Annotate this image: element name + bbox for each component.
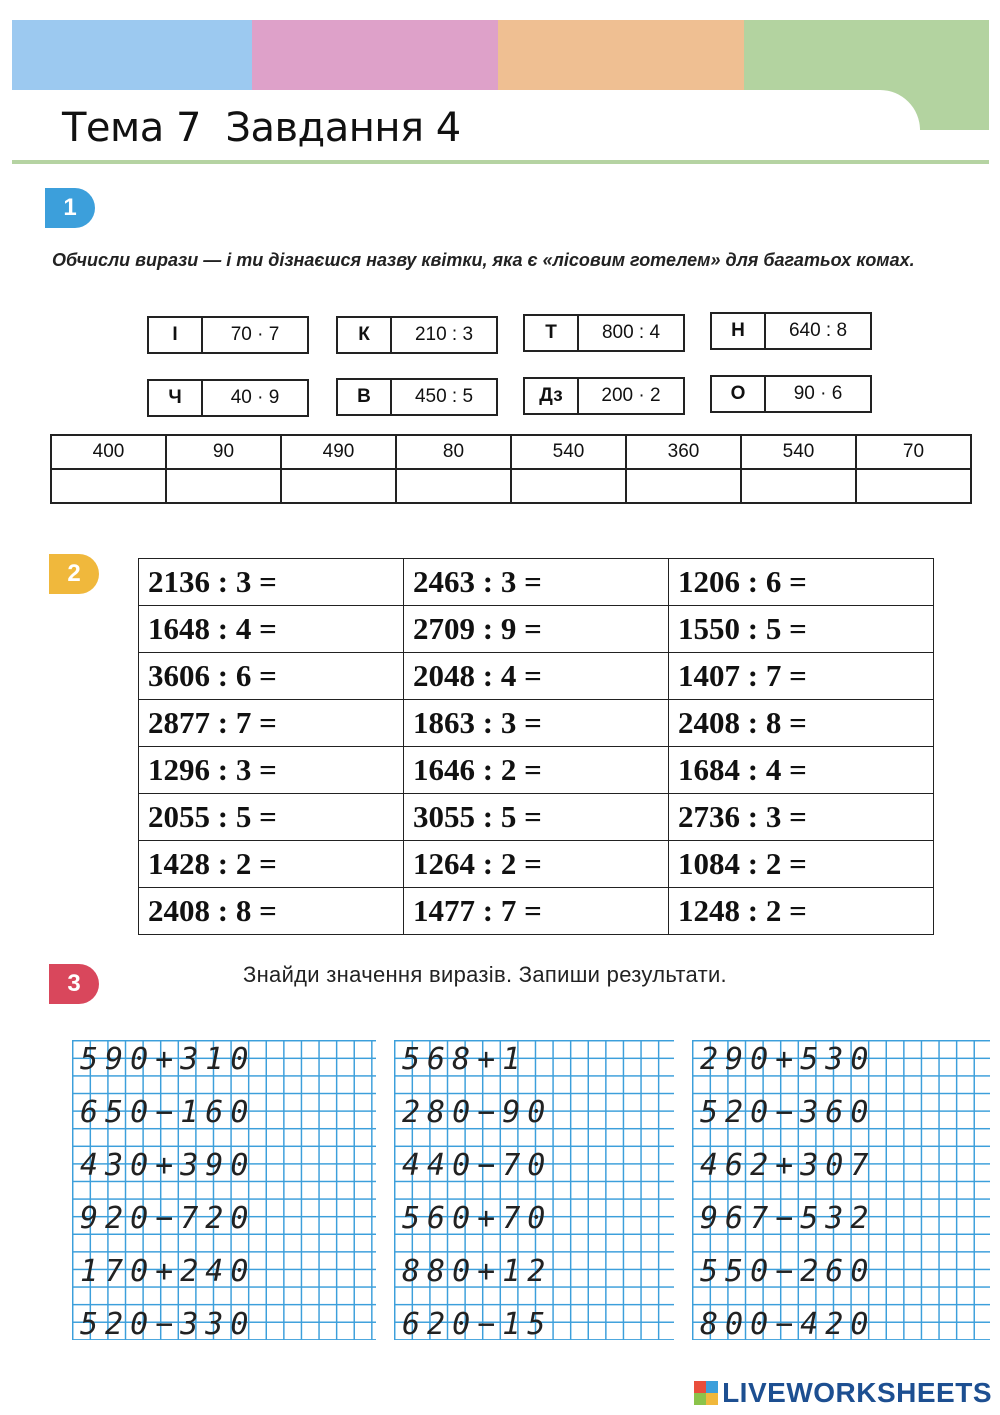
answer-value: 540 [511,435,626,469]
pair-letter: Дз [525,379,579,413]
table-row [139,653,934,700]
letter-pair [336,316,498,354]
answer-input-cell[interactable] [511,469,626,503]
answer-input-cell[interactable] [166,469,281,503]
answer-input-cell[interactable] [626,469,741,503]
answer-value: 90 [166,435,281,469]
division-cell[interactable]: 1428 : 2 = [139,841,404,888]
division-cell[interactable]: 2048 : 4 = [404,653,669,700]
answer-value: 70 [856,435,971,469]
handwritten-expression[interactable]: 280−90 [402,1095,553,1130]
division-cell[interactable]: 3606 : 6 = [139,653,404,700]
division-cell[interactable]: 1684 : 4 = [669,747,934,794]
letter-pair [336,378,498,416]
handwritten-expression[interactable]: 967−532 [700,1201,876,1236]
pair-expression: 450 : 5 [414,386,474,407]
answer-value: 80 [396,435,511,469]
answer-input-cell[interactable] [396,469,511,503]
table-row [139,747,934,794]
task-2-badge: 2 [49,554,99,594]
task-3-instruction: Знайди значення виразів. Запиши результати. [243,962,727,987]
handwritten-expression[interactable]: 462+307 [700,1148,876,1183]
division-cell[interactable]: 2055 : 5 = [139,794,404,841]
letter-pair [147,316,309,354]
pair-expression: 70 · 7 [230,324,280,345]
task-3-badge: 3 [49,964,99,1004]
division-cell[interactable]: 1296 : 3 = [139,747,404,794]
header-band-blue [12,20,252,90]
table-row [139,888,934,935]
division-cell[interactable]: 1648 : 4 = [139,606,404,653]
graph-paper-middle [394,1040,674,1340]
pair-expression: 40 · 9 [230,387,280,408]
division-cell[interactable]: 1407 : 7 = [669,653,934,700]
handwritten-expression[interactable]: 520−360 [700,1095,876,1130]
page-title: Тема 7 Завдання 4 [62,105,461,151]
letter-pair [710,312,872,350]
division-cell[interactable]: 2408 : 8 = [139,888,404,935]
handwritten-expression[interactable]: 440−70 [402,1148,553,1183]
handwritten-expression[interactable]: 520−330 [80,1307,256,1342]
answer-letters-row [51,469,971,503]
table-row [139,606,934,653]
pair-expression: 210 : 3 [414,324,474,345]
header-band-orange [498,20,744,90]
handwritten-expression[interactable]: 430+390 [80,1148,256,1183]
answer-value: 490 [281,435,396,469]
answer-input-cell[interactable] [856,469,971,503]
division-cell[interactable]: 1084 : 2 = [669,841,934,888]
pair-expression: 640 : 8 [788,320,848,341]
handwritten-expression[interactable]: 920−720 [80,1201,256,1236]
header-band-pink [252,20,498,90]
division-cell[interactable]: 2136 : 3 = [139,559,404,606]
handwritten-expression[interactable]: 880+12 [402,1254,553,1289]
division-cell[interactable]: 1248 : 2 = [669,888,934,935]
handwritten-expression[interactable]: 590+310 [80,1042,256,1077]
pair-letter: І [149,318,203,352]
brand-text: LIVEWORKSHEETS [722,1377,992,1408]
letter-pair [523,377,685,415]
division-cell[interactable]: 1863 : 3 = [404,700,669,747]
answer-input-cell[interactable] [51,469,166,503]
liveworksheets-logo-icon [694,1381,718,1405]
pair-expression: 200 · 2 [601,385,661,406]
answer-value: 400 [51,435,166,469]
liveworksheets-brand [694,1377,992,1409]
graph-paper-left [72,1040,376,1340]
letter-pair [147,379,309,417]
header-divider [12,160,989,164]
division-cell[interactable]: 1206 : 6 = [669,559,934,606]
letter-pair [523,314,685,352]
division-cell[interactable]: 1477 : 7 = [404,888,669,935]
handwritten-expression[interactable]: 560+70 [402,1201,553,1236]
handwritten-expression[interactable]: 620−15 [402,1307,553,1342]
task-1-instruction: Обчисли вирази — і ти дізнаєшся назву квітки, яка є «лісовим готелем» для багатьох комах. [52,250,915,270]
table-row [139,700,934,747]
handwritten-expression[interactable]: 550−260 [700,1254,876,1289]
pair-letter: О [712,377,766,411]
answer-grid [50,434,972,504]
handwritten-expression[interactable]: 290+530 [700,1042,876,1077]
division-table [138,558,934,935]
graph-paper-right [692,1040,990,1340]
answer-value: 360 [626,435,741,469]
pair-letter: Т [525,316,579,350]
pair-letter: Ч [149,381,203,415]
pair-letter: К [338,318,392,352]
handwritten-expression[interactable]: 800−420 [700,1307,876,1342]
answer-input-cell[interactable] [741,469,856,503]
table-row [139,794,934,841]
division-cell[interactable]: 2709 : 9 = [404,606,669,653]
answer-value: 540 [741,435,856,469]
division-cell[interactable]: 2463 : 3 = [404,559,669,606]
handwritten-expression[interactable]: 650−160 [80,1095,256,1130]
pair-expression: 90 · 6 [793,383,843,404]
division-cell[interactable]: 2736 : 3 = [669,794,934,841]
answer-input-cell[interactable] [281,469,396,503]
handwritten-expression[interactable]: 568+1 [402,1042,528,1077]
division-cell[interactable]: 3055 : 5 = [404,794,669,841]
task-1-badge: 1 [45,188,95,228]
division-cell[interactable]: 1264 : 2 = [404,841,669,888]
division-cell[interactable]: 2408 : 8 = [669,700,934,747]
table-row [139,841,934,888]
handwritten-expression[interactable]: 170+240 [80,1254,256,1289]
pair-expression: 800 : 4 [601,322,661,343]
table-row [139,559,934,606]
answer-values-row [51,435,971,469]
pair-letter: В [338,380,392,414]
division-cell[interactable]: 2877 : 7 = [139,700,404,747]
letter-pair [710,375,872,413]
division-cell[interactable]: 1646 : 2 = [404,747,669,794]
division-cell[interactable]: 1550 : 5 = [669,606,934,653]
pair-letter: Н [712,314,766,348]
